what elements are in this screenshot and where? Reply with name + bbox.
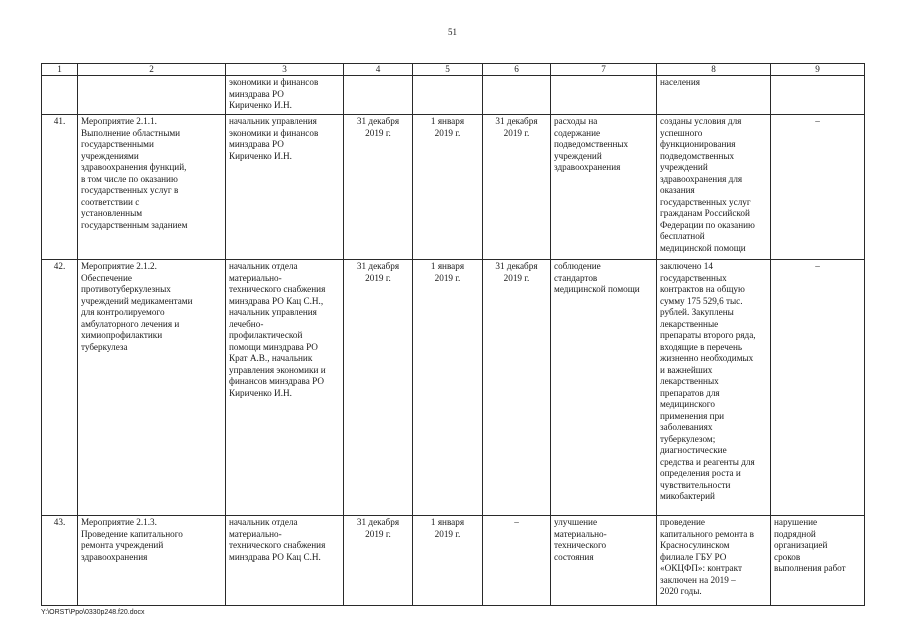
cell-date-fact-start: 1 января 2019 г. xyxy=(413,516,483,606)
cell-num: 41. xyxy=(42,115,78,260)
column-header: 7 xyxy=(551,64,657,76)
column-header: 8 xyxy=(657,64,771,76)
cell-problems xyxy=(771,76,865,115)
report-table xyxy=(41,63,865,606)
cell-event: Мероприятие 2.1.1. Выполнение областными государственными учреждениями здравоохранения функций, в том числе по оказанию государственных услуг в соответствии с установленным государственным заданием xyxy=(78,115,226,260)
cell-executor: начальник отдела материально- технического снабжения минздрава РО Кац С.Н., начальник управления лечебно- профилактической помощи минздрава РО Крат А.В., начальник управления экономики и финансов минздрава РО Кириченко И.Н. xyxy=(226,260,344,516)
cell-problems: – xyxy=(771,115,865,260)
cell-event: Мероприятие 2.1.3. Проведение капитального ремонта учреждений здравоохранения xyxy=(78,516,226,606)
column-header: 5 xyxy=(413,64,483,76)
cell-date xyxy=(413,76,483,115)
cell-num: 42. xyxy=(42,260,78,516)
cell-problems: – xyxy=(771,260,865,516)
cell-date-fact-end: 31 декабря 2019 г. xyxy=(483,115,551,260)
cell-executor: начальник отдела материально- технического снабжения минздрава РО Кац С.Н. xyxy=(226,516,344,606)
cell-event: Мероприятие 2.1.2. Обеспечение противотуберкулезных учреждений медикаментами для контролируемого амбулаторного лечения и химиопрофилактики туберкулеза xyxy=(78,260,226,516)
cell-date xyxy=(483,76,551,115)
cell-achieved-result: заключено 14 государственных контрактов на общую сумму 175 529,6 тыс. рублей. Закуплены лекарственные препараты второго ряда, входящие в перечень жизненно необходимых и важнейших лекарственных препаратов для медицинского применения при заболеваниях туберкулезом; диагностические средства и реагенты для определения роста и чувствительности микобактерий xyxy=(657,260,771,516)
file-path-footer: Y:\ORST\Ppo\0330p248.f20.docx xyxy=(41,609,145,616)
cell-expected-result xyxy=(551,76,657,115)
cell-date-fact-end: – xyxy=(483,516,551,606)
cell-date-planned-end: 31 декабря 2019 г. xyxy=(344,516,413,606)
column-header: 6 xyxy=(483,64,551,76)
cell-executor: экономики и финансов минздрава РО Кириченко И.Н. xyxy=(226,76,344,115)
cell-event xyxy=(78,76,226,115)
table-row-continuation xyxy=(42,76,865,115)
column-header: 9 xyxy=(771,64,865,76)
cell-date-fact-start: 1 января 2019 г. xyxy=(413,115,483,260)
column-header: 2 xyxy=(78,64,226,76)
cell-achieved-result: проведение капитального ремонта в Красносулинском филиале ГБУ РО «ОКЦФП»: контракт заключен на 2019 – 2020 годы. xyxy=(657,516,771,606)
table-row xyxy=(42,516,865,606)
header-row xyxy=(42,64,865,76)
page-number: 51 xyxy=(448,27,457,37)
cell-expected-result: соблюдение стандартов медицинской помощи xyxy=(551,260,657,516)
cell-executor: начальник управления экономики и финансов минздрава РО Кириченко И.Н. xyxy=(226,115,344,260)
cell-num: 43. xyxy=(42,516,78,606)
cell-date-planned-end: 31 декабря 2019 г. xyxy=(344,115,413,260)
cell-achieved-result: созданы условия для успешного функционирования подведомственных учреждений здравоохранения для оказания государственных услуг гражданам Российской Федерации по оказанию бесплатной медицинской помощи xyxy=(657,115,771,260)
cell-num xyxy=(42,76,78,115)
cell-problems: нарушение подрядной организацией сроков выполнения работ xyxy=(771,516,865,606)
cell-date-planned-end: 31 декабря 2019 г. xyxy=(344,260,413,516)
column-header: 1 xyxy=(42,64,78,76)
cell-date xyxy=(344,76,413,115)
column-header: 4 xyxy=(344,64,413,76)
table-row xyxy=(42,260,865,516)
table-row xyxy=(42,115,865,260)
cell-achieved-result: населения xyxy=(657,76,771,115)
column-header: 3 xyxy=(226,64,344,76)
cell-date-fact-end: 31 декабря 2019 г. xyxy=(483,260,551,516)
cell-expected-result: расходы на содержание подведомственных учреждений здравоохранения xyxy=(551,115,657,260)
cell-date-fact-start: 1 января 2019 г. xyxy=(413,260,483,516)
cell-expected-result: улучшение материально- технического состояния xyxy=(551,516,657,606)
